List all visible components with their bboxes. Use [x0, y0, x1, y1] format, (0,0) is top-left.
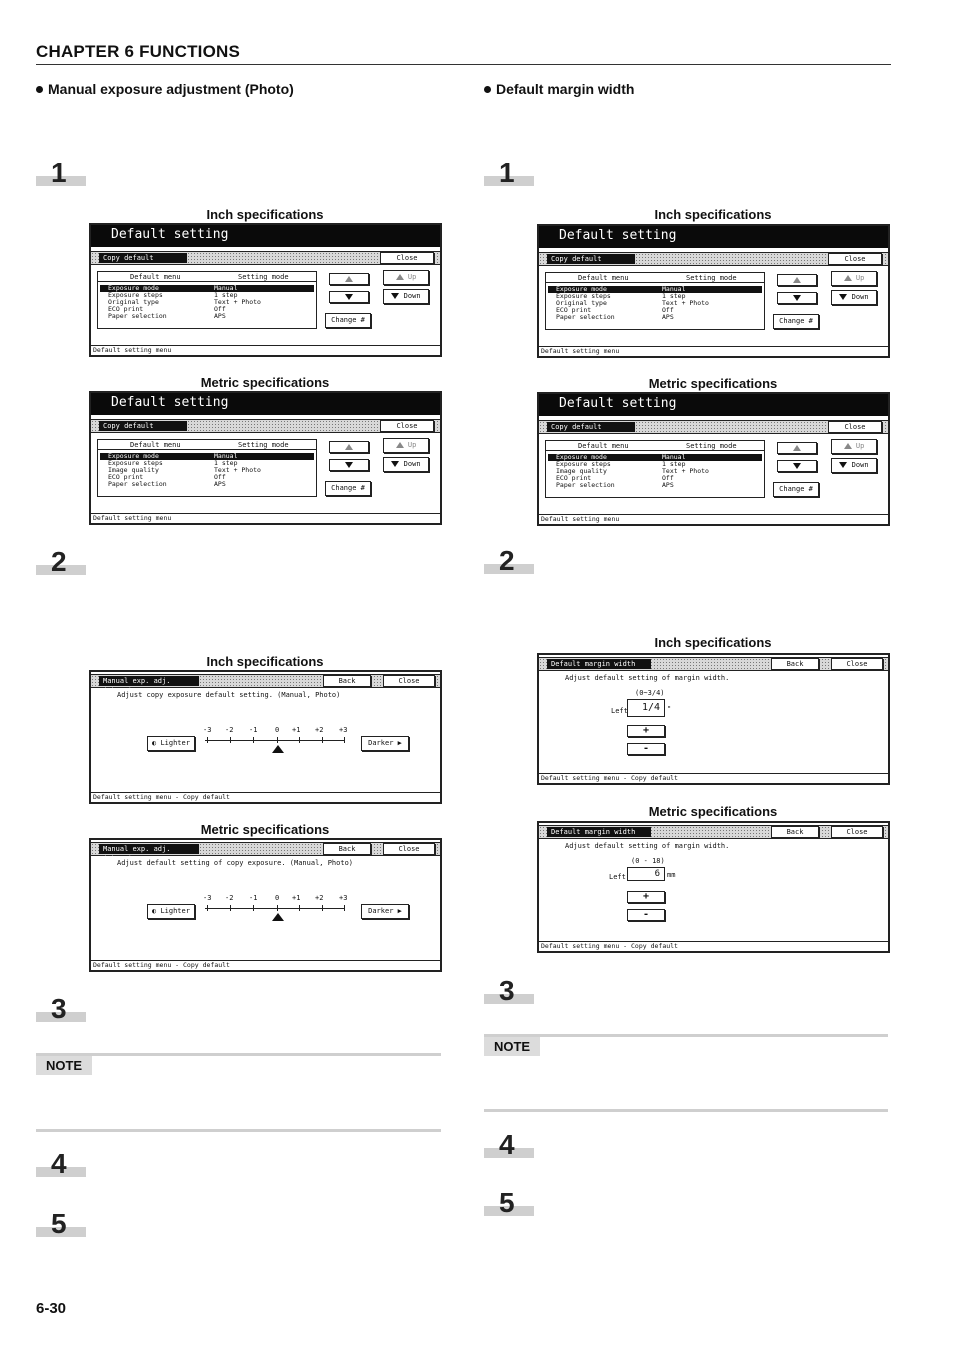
scale-label: +3 — [339, 726, 348, 734]
spec-label-metric: Metric specifications — [200, 822, 330, 837]
scroll-up-arrow-button[interactable] — [329, 273, 369, 285]
instruction-text: Adjust default setting of margin width. — [565, 674, 730, 682]
screen-body — [539, 671, 888, 769]
scale-label: +1 — [292, 726, 301, 734]
up-icon — [844, 443, 852, 449]
up-icon — [396, 442, 404, 448]
table-row[interactable]: Exposure steps 1 step — [108, 459, 238, 467]
screen-body — [91, 265, 440, 355]
scale-label: -2 — [225, 894, 234, 902]
spec-label-inch: Inch specifications — [654, 207, 772, 222]
right-section-heading — [484, 81, 634, 97]
up-icon — [396, 274, 404, 280]
col-default-menu: Default menu — [578, 442, 629, 450]
scale-label: 0 — [275, 894, 280, 902]
close-button[interactable]: Close — [383, 843, 435, 855]
screen-title: Default setting — [539, 394, 888, 416]
tab-default-margin[interactable]: Default margin width — [547, 659, 651, 669]
step-number: 5 — [499, 1187, 515, 1218]
screen-title: Default setting — [91, 393, 440, 415]
margin-screen-inch — [537, 653, 890, 785]
note-label: NOTE — [484, 1037, 540, 1056]
table-row[interactable]: Exposure steps 1 step — [556, 460, 686, 468]
settings-table — [545, 272, 765, 330]
range-label: (0~3/4) — [635, 689, 665, 697]
close-button[interactable]: Close — [831, 826, 883, 838]
tab-copy-default[interactable]: Copy default — [547, 422, 635, 432]
table-row[interactable]: Exposure mode Manual — [100, 453, 314, 460]
right-heading-text: Default margin width — [496, 81, 635, 97]
right-step-4 — [484, 1130, 534, 1160]
scale-label: +3 — [339, 894, 348, 902]
header-rule — [36, 64, 891, 65]
scale-label: +1 — [292, 894, 301, 902]
table-row[interactable]: Exposure steps 1 step — [108, 291, 238, 299]
scroll-down-arrow-button[interactable] — [777, 292, 817, 304]
scroll-up-arrow-button[interactable] — [329, 441, 369, 453]
lighter-button[interactable]: ◐ Lighter — [147, 736, 195, 751]
scroll-up-arrow-button[interactable] — [777, 442, 817, 454]
screen-footer: Default setting menu - Copy default — [539, 941, 888, 951]
col-setting-mode: Setting mode — [686, 274, 737, 282]
lighter-button[interactable]: ◐ Lighter — [147, 904, 195, 919]
screen-footer: Default setting menu - Copy default — [539, 773, 888, 783]
back-button[interactable]: Back — [771, 826, 819, 838]
exposure-scale — [205, 740, 345, 741]
table-row[interactable]: Original type Text + Photo — [108, 298, 261, 306]
left-step-5 — [36, 1209, 86, 1239]
table-header — [546, 273, 764, 283]
left-label: Left — [609, 873, 626, 881]
change-button[interactable]: Change # — [773, 314, 819, 329]
scale-label: +2 — [315, 894, 324, 902]
note-label: NOTE — [36, 1056, 92, 1075]
down-button[interactable]: Down — [831, 290, 877, 305]
up-button[interactable]: Up — [383, 438, 429, 453]
spec-label-metric: Metric specifications — [200, 375, 330, 390]
right-step-2 — [484, 546, 534, 576]
table-row[interactable]: Image quality Text + Photo — [556, 467, 709, 475]
note-end-rule — [36, 1129, 441, 1132]
minus-button[interactable]: - — [627, 909, 665, 921]
scale-label: -1 — [249, 726, 258, 734]
screen-footer: Default setting menu — [539, 514, 888, 524]
change-button[interactable]: Change # — [773, 482, 819, 497]
scale-label: -3 — [203, 726, 212, 734]
step-number: 2 — [51, 546, 67, 577]
back-button[interactable]: Back — [323, 843, 371, 855]
margin-value-field[interactable]: 6 — [627, 867, 665, 881]
screen-subbar — [539, 420, 888, 434]
settings-table — [545, 440, 765, 498]
up-button[interactable]: Up — [383, 270, 429, 285]
table-row[interactable]: ECO print Off — [108, 473, 226, 481]
back-button[interactable]: Back — [323, 675, 371, 687]
right-step-5 — [484, 1188, 534, 1218]
tab-copy-default[interactable]: Copy default — [99, 253, 187, 263]
close-button[interactable]: Close — [383, 675, 435, 687]
col-default-menu: Default menu — [578, 274, 629, 282]
screen-subbar — [539, 252, 888, 266]
scroll-up-arrow-button[interactable] — [777, 274, 817, 286]
step-number: 5 — [51, 1208, 67, 1239]
screen-body — [539, 266, 888, 356]
bullet-icon — [36, 86, 43, 93]
col-setting-mode: Setting mode — [238, 273, 289, 281]
screen-subbar — [91, 251, 440, 265]
table-header — [98, 440, 316, 450]
settings-table — [97, 439, 317, 497]
unit-label: mm — [667, 871, 676, 879]
up-icon — [844, 275, 852, 281]
left-step-2 — [36, 547, 86, 577]
table-row[interactable]: Paper selection APS — [108, 312, 226, 320]
table-row[interactable]: Original type Text + Photo — [556, 299, 709, 307]
page-number: 6-30 — [36, 1300, 67, 1317]
screen-body — [539, 839, 888, 937]
right-step-3 — [484, 976, 534, 1006]
tab-copy-default[interactable]: Copy default — [99, 421, 187, 431]
unit-label: " — [667, 705, 672, 713]
exposure-scale — [205, 908, 345, 909]
default-setting-screen-inch — [89, 223, 442, 357]
down-arrow-icon — [793, 463, 801, 469]
screen-body — [91, 688, 440, 788]
table-row[interactable]: ECO print Off — [556, 474, 674, 482]
instruction-text: Adjust default setting of copy exposure. (Manual, Photo) — [117, 859, 354, 867]
default-setting-screen-metric — [89, 391, 442, 525]
step-number: 3 — [499, 975, 515, 1006]
range-label: (0 - 18) — [631, 857, 665, 865]
down-icon — [839, 462, 847, 468]
up-arrow-icon — [793, 277, 801, 283]
table-row[interactable]: ECO print Off — [108, 305, 226, 313]
scale-label: -1 — [249, 894, 258, 902]
darker-button[interactable]: Darker ▶ — [361, 736, 409, 751]
left-step-3 — [36, 994, 86, 1024]
exposure-screen-metric — [89, 838, 442, 972]
col-setting-mode: Setting mode — [686, 442, 737, 450]
scale-label: 0 — [275, 726, 280, 734]
right-step-1 — [484, 158, 534, 188]
close-button[interactable]: Close — [380, 420, 434, 432]
step-number: 1 — [499, 157, 515, 188]
screen-footer: Default setting menu — [91, 513, 440, 523]
spec-label-inch: Inch specifications — [206, 654, 324, 669]
table-row[interactable]: Paper selection APS — [556, 481, 674, 489]
down-arrow-icon — [345, 462, 353, 468]
up-arrow-icon — [345, 444, 353, 450]
note-end-rule — [484, 1109, 888, 1112]
table-header — [546, 441, 764, 451]
col-setting-mode: Setting mode — [238, 441, 289, 449]
minus-button[interactable]: - — [627, 743, 665, 755]
close-button[interactable]: Close — [831, 658, 883, 670]
tab-manual-exp[interactable]: Manual exp. adj. (Photo) — [99, 844, 199, 854]
change-button[interactable]: Change # — [325, 313, 371, 328]
up-button[interactable]: Up — [831, 439, 877, 454]
table-row[interactable]: Paper selection APS — [556, 313, 674, 321]
screen-footer: Default setting menu - Copy default — [91, 792, 440, 802]
up-arrow-icon — [345, 276, 353, 282]
default-setting-screen-metric — [537, 392, 890, 526]
default-setting-screen-inch — [537, 224, 890, 358]
table-row[interactable]: ECO print Off — [556, 306, 674, 314]
step-number: 3 — [51, 993, 67, 1024]
table-row[interactable]: Exposure mode Manual — [548, 286, 762, 293]
scroll-down-arrow-button[interactable] — [777, 460, 817, 472]
margin-screen-metric — [537, 821, 890, 953]
exposure-pointer-icon — [272, 913, 284, 921]
tab-copy-default[interactable]: Copy default — [547, 254, 635, 264]
table-row[interactable]: Exposure mode Manual — [100, 285, 314, 292]
tab-default-margin[interactable]: Default margin width — [547, 827, 651, 837]
screen-subbar — [539, 825, 888, 839]
left-heading-text: Manual exposure adjustment (Photo) — [48, 81, 294, 97]
down-button[interactable]: Down — [383, 457, 429, 472]
table-row[interactable]: Image quality Text + Photo — [108, 466, 261, 474]
scroll-down-arrow-button[interactable] — [329, 459, 369, 471]
close-button[interactable]: Close — [828, 253, 882, 265]
screen-subbar — [539, 657, 888, 671]
step-number: 1 — [51, 157, 67, 188]
right-note — [484, 1034, 888, 1056]
close-button[interactable]: Close — [828, 421, 882, 433]
plus-button[interactable]: + — [627, 725, 665, 737]
spec-label-metric: Metric specifications — [648, 376, 778, 391]
step-number: 4 — [51, 1148, 67, 1179]
margin-value-field[interactable]: 1/4 — [627, 699, 665, 717]
scale-label: +2 — [315, 726, 324, 734]
col-default-menu: Default menu — [130, 273, 181, 281]
exposure-screen-inch — [89, 670, 442, 804]
instruction-text: Adjust copy exposure default setting. (Manual, Photo) — [117, 691, 341, 699]
screen-body — [539, 434, 888, 524]
back-button[interactable]: Back — [771, 658, 819, 670]
step-number: 4 — [499, 1129, 515, 1160]
scroll-down-arrow-button[interactable] — [329, 291, 369, 303]
table-row[interactable]: Exposure mode Manual — [548, 454, 762, 461]
up-arrow-icon — [793, 445, 801, 451]
down-icon — [391, 293, 399, 299]
plus-button[interactable]: + — [627, 891, 665, 903]
left-label: Left — [611, 707, 628, 715]
tab-manual-exp[interactable]: Manual exp. adj. (Photo) — [99, 676, 199, 686]
bullet-icon — [484, 86, 491, 93]
scale-label: -3 — [203, 894, 212, 902]
change-button[interactable]: Change # — [325, 481, 371, 496]
down-button[interactable]: Down — [831, 458, 877, 473]
spec-label-inch: Inch specifications — [206, 207, 324, 222]
down-icon — [391, 461, 399, 467]
left-step-1 — [36, 158, 86, 188]
screen-body — [91, 856, 440, 956]
up-button[interactable]: Up — [831, 271, 877, 286]
col-default-menu: Default menu — [130, 441, 181, 449]
down-arrow-icon — [345, 294, 353, 300]
left-step-4 — [36, 1149, 86, 1179]
down-arrow-icon — [793, 295, 801, 301]
step-number: 2 — [499, 545, 515, 576]
table-header — [98, 272, 316, 282]
table-row[interactable]: Exposure steps 1 step — [556, 292, 686, 300]
table-row[interactable]: Paper selection APS — [108, 480, 226, 488]
instruction-text: Adjust default setting of margin width. — [565, 842, 730, 850]
left-section-heading — [36, 81, 294, 97]
exposure-pointer-icon — [272, 745, 284, 753]
screen-footer: Default setting menu - Copy default — [91, 960, 440, 970]
darker-button[interactable]: Darker ▶ — [361, 904, 409, 919]
spec-label-inch: Inch specifications — [654, 635, 772, 650]
screen-footer: Default setting menu — [539, 346, 888, 356]
down-icon — [839, 294, 847, 300]
down-button[interactable]: Down — [383, 289, 429, 304]
chapter-title: CHAPTER 6 FUNCTIONS — [36, 42, 241, 61]
settings-table — [97, 271, 317, 329]
screen-title: Default setting — [539, 226, 888, 248]
spec-label-metric: Metric specifications — [648, 804, 778, 819]
scale-label: -2 — [225, 726, 234, 734]
screen-title: Default setting — [91, 225, 440, 247]
screen-footer: Default setting menu — [91, 345, 440, 355]
left-note — [36, 1053, 441, 1075]
close-button[interactable]: Close — [380, 252, 434, 264]
screen-body — [91, 433, 440, 523]
screen-subbar — [91, 419, 440, 433]
